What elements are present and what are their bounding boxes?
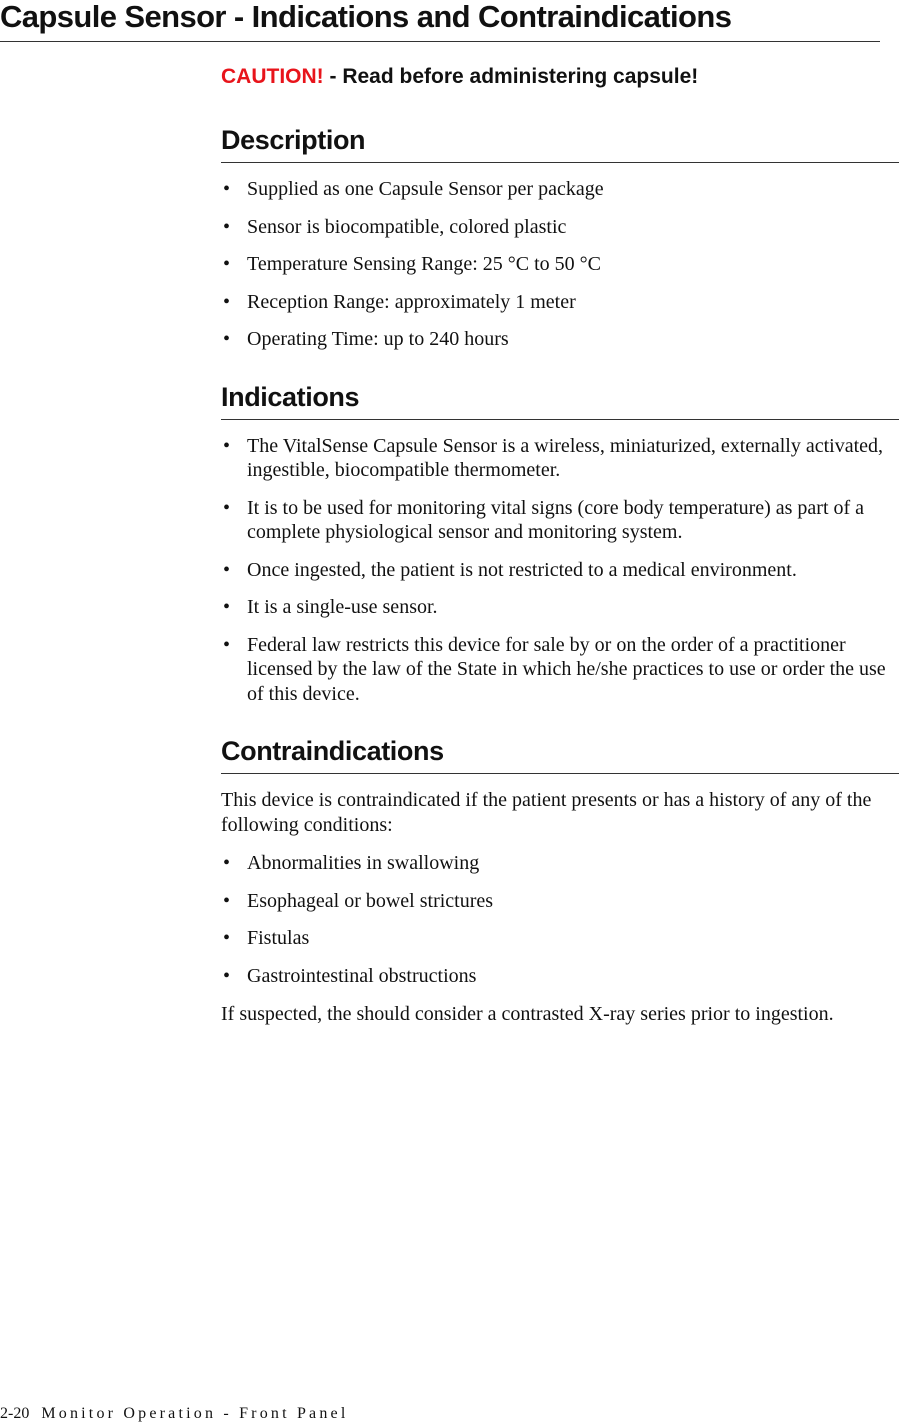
list-item: • Temperature Sensing Range: 25 °C to 50 °C bbox=[221, 252, 899, 277]
indications-list bbox=[221, 434, 899, 707]
caution-banner bbox=[221, 62, 899, 92]
contraindications-intro: This device is contraindicated if the patient presents or has a history of any of the following conditions: bbox=[221, 789, 872, 836]
list-item: • Federal law restricts this device for sale by or on the order of a practitioner licensed by the law of the State in which he/she practices to use or order the use of this device. bbox=[221, 633, 899, 707]
contraindications-closing: If suspected, the should consider a contrasted X-ray series prior to ingestion. bbox=[221, 1003, 834, 1025]
caution-word: CAUTION! bbox=[221, 65, 324, 88]
list-item: • The VitalSense Capsule Sensor is a wireless, miniaturized, externally activated, ingestible, biocompatible thermometer. bbox=[221, 434, 899, 483]
indications-heading: Indications bbox=[221, 380, 899, 420]
caution-message: - Read before administering capsule! bbox=[323, 65, 699, 88]
title-divider bbox=[0, 41, 880, 42]
list-item: • Fistulas bbox=[221, 926, 899, 951]
description-list bbox=[221, 177, 899, 352]
description-section bbox=[221, 123, 899, 352]
list-item: • Operating Time: up to 240 hours bbox=[221, 327, 899, 352]
contraindications-list bbox=[221, 851, 899, 988]
list-item: • It is to be used for monitoring vital signs (core body temperature) as part of a complete physiological sensor and monitoring system. bbox=[221, 496, 899, 545]
page-number: 2-20 bbox=[0, 1405, 30, 1422]
main-content bbox=[221, 62, 899, 1040]
list-item: • Abnormalities in swallowing bbox=[221, 851, 899, 876]
page-title: Capsule Sensor - Indications and Contraindications bbox=[0, 0, 732, 34]
page-footer bbox=[0, 1405, 349, 1423]
list-item: • Once ingested, the patient is not restricted to a medical environment. bbox=[221, 558, 899, 583]
indications-section bbox=[221, 380, 899, 707]
list-item: • Esophageal or bowel strictures bbox=[221, 889, 899, 914]
list-item: • Sensor is biocompatible, colored plastic bbox=[221, 215, 899, 240]
contraindications-heading: Contraindications bbox=[221, 734, 899, 774]
description-heading: Description bbox=[221, 123, 899, 163]
list-item: • It is a single-use sensor. bbox=[221, 595, 899, 620]
footer-section-name: Monitor Operation - Front Panel bbox=[41, 1405, 349, 1422]
list-item: • Gastrointestinal obstructions bbox=[221, 964, 899, 989]
list-item: • Supplied as one Capsule Sensor per package bbox=[221, 177, 899, 202]
contraindications-section bbox=[221, 734, 899, 1027]
list-item: • Reception Range: approximately 1 meter bbox=[221, 290, 899, 315]
